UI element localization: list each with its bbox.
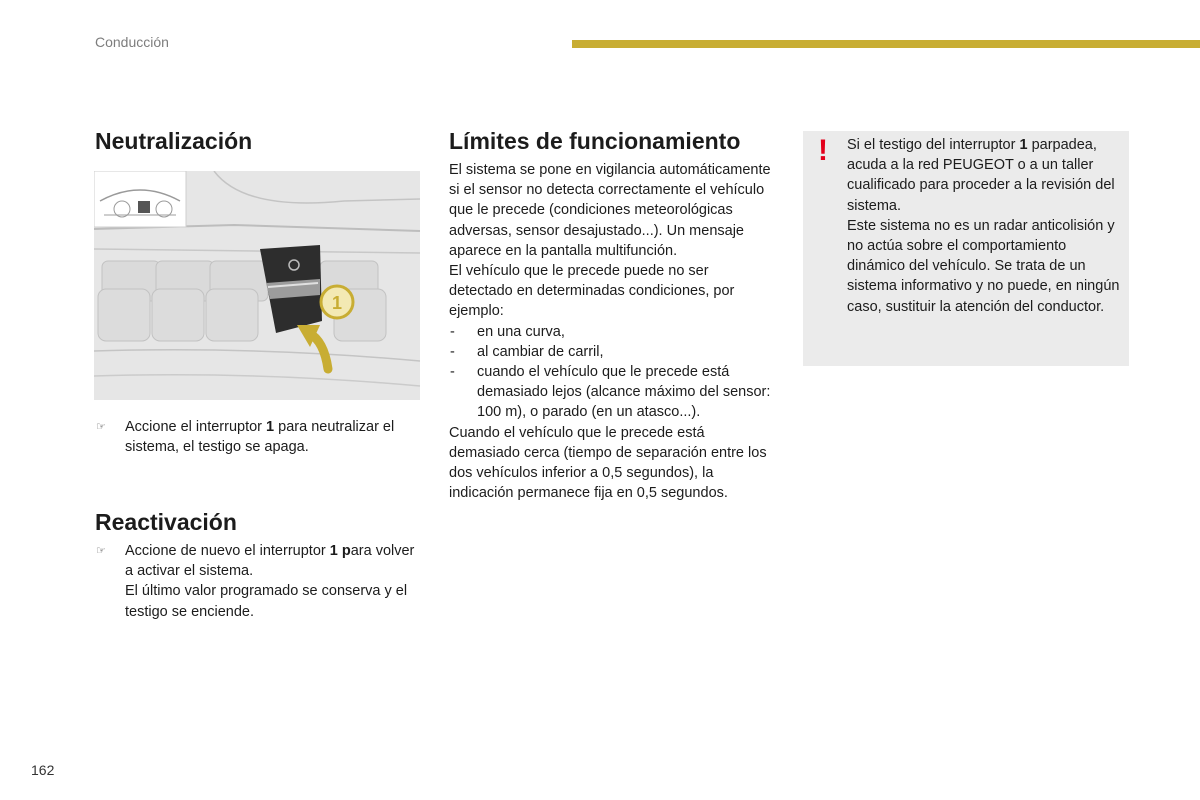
limites-para3: Cuando el vehículo que le precede está demasiado cerca (tiempo de separación entre los dos vehículos inferior a 0,5 segundos), la indicación permanece fija en 0,5 segundos. [449,424,767,502]
bullet-text-bold: 1 p [329,543,351,559]
neutralizacion-title: Neutralización [95,128,253,154]
switch-illustration [94,171,420,400]
limites-para2: El vehículo que le precede puede no ser detectado en determinadas condiciones, por ejemplo: [449,263,735,320]
reactivacion-bullet [96,541,422,622]
bullet-text-bold: 1 [266,419,275,435]
list-item: - cuando el vehículo que le precede está demasiado lejos (alcance máximo del sensor: 100 m), o parado (en un atasco...). [450,364,771,421]
list-item: - al cambiar de carril, [450,343,604,360]
header-accent-bar [572,40,1200,48]
bullet-text-pre: Accione el interruptor [125,419,267,435]
section-header: Conducción [95,34,169,50]
limites-list [449,322,774,423]
warning-para1: Si el testigo del interruptor 1 parpadea, acuda a la red PEUGEOT o a un taller cualificado para proceder a la revisión del sistema. [847,137,1115,214]
pointing-hand-icon: ☞ [96,545,106,557]
limites-intro: El sistema se pone en vigilancia automáticamente si el sensor no detecta correctamente el vehículo que le precede (condiciones meteorológicas adversas, sensor desajustado...). Un mensaje aparece en la pantalla multifunción. [449,162,771,259]
pointing-hand-icon: ☞ [96,421,106,433]
list-item: - en una curva, [450,323,565,340]
exclamation-icon: ! [818,134,828,167]
callout-1-label: 1 [331,293,343,313]
limites-body [449,160,774,503]
reactivacion-title: Reactivación [95,509,237,535]
bullet-note: El último valor programado se conserva y el testigo se enciende. [125,583,408,620]
neutralizacion-bullet [96,417,422,457]
page-number: 162 [31,762,55,778]
bullet-text-post: para neutralizar el sistema, el testigo se apaga. [125,419,395,456]
bullet-text-pre: Accione de nuevo el interruptor [125,543,330,559]
warning-box [803,131,1129,366]
bullet-text-post: ara volver a activar el sistema. [125,543,415,580]
warning-para2: Este sistema no es un radar anticolisión y no actúa sobre el comportamiento dinámico del vehículo. Se trata de un sistema informativo y no puede, en ningún caso, sustituir la atención del conductor. [847,217,1120,315]
limites-title: Límites de funcionamiento [449,128,741,154]
dashboard-switch-drawing [94,171,420,400]
